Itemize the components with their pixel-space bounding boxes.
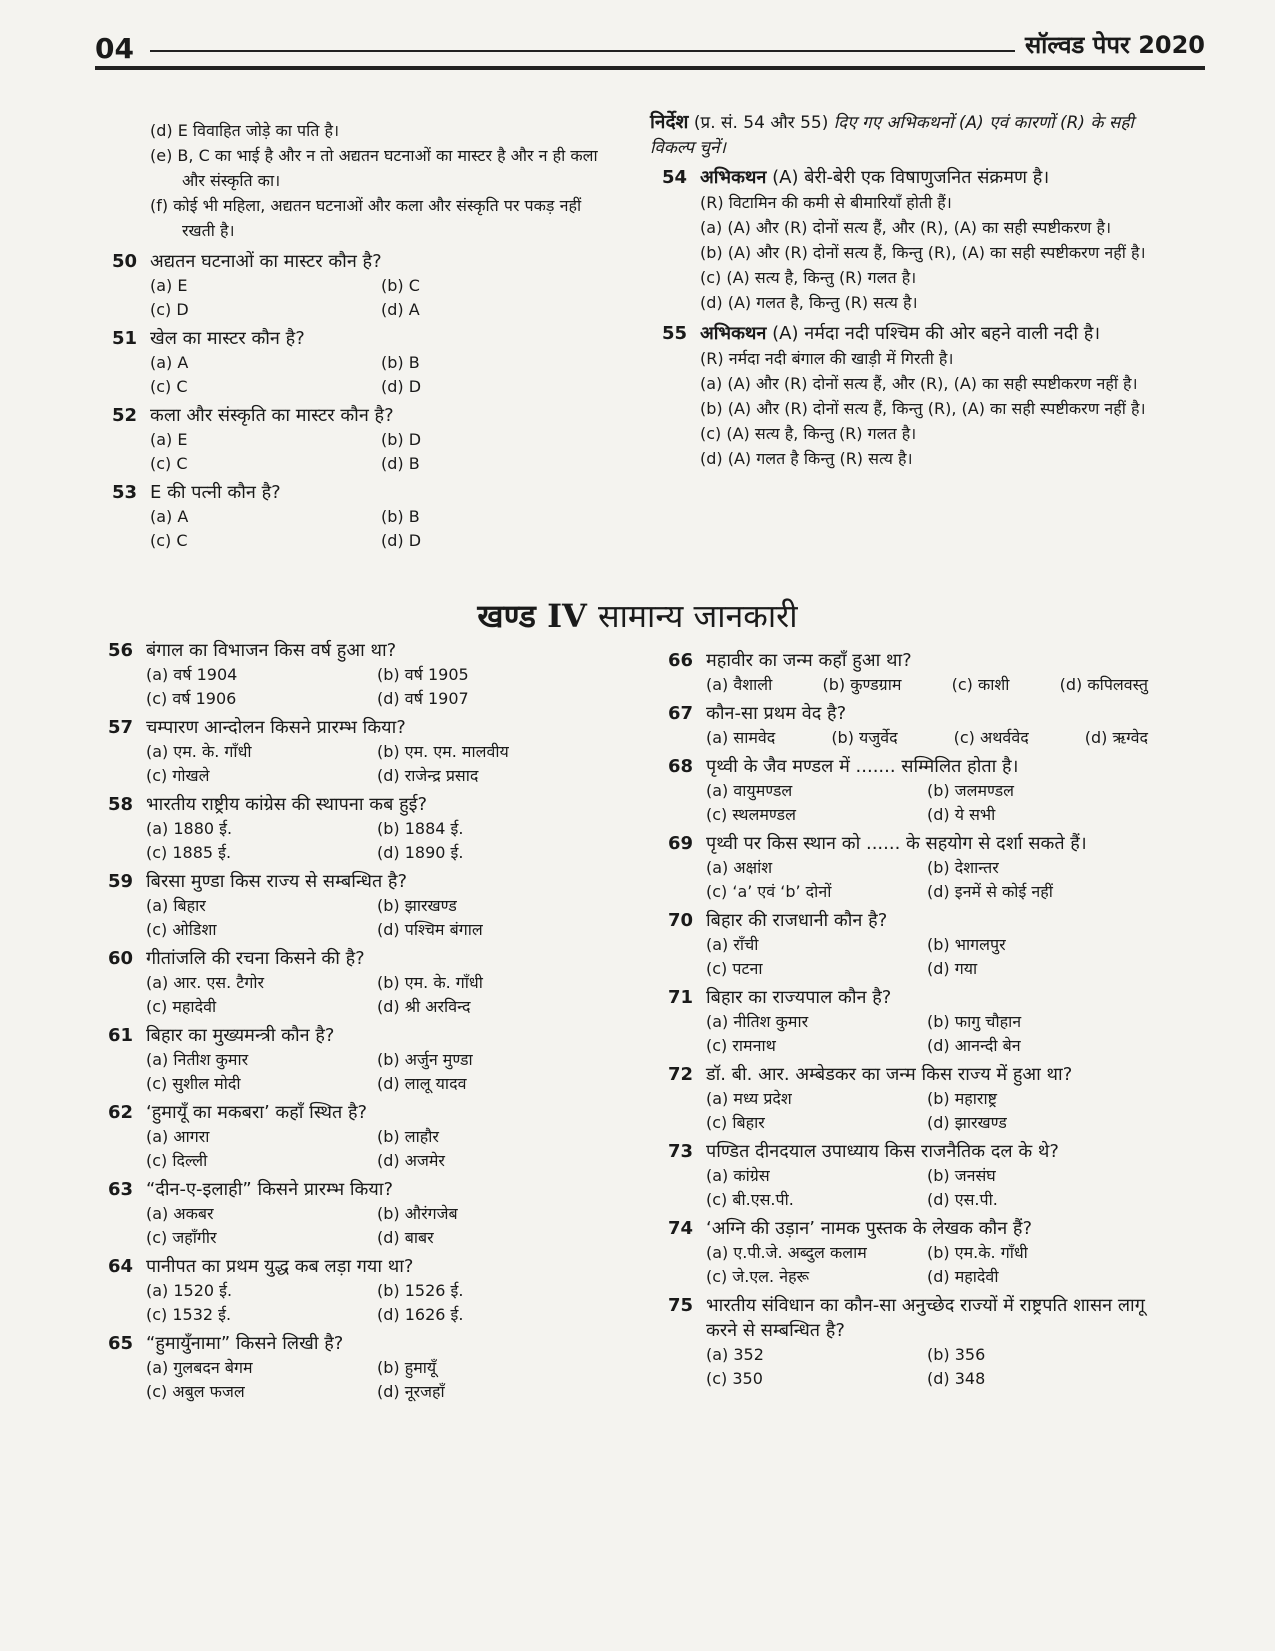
option-b: (b) झारखण्ड xyxy=(377,896,457,915)
option-b: (b) लाहौर xyxy=(377,1127,439,1146)
question-53 xyxy=(112,480,612,553)
question-number: 56 xyxy=(108,640,134,661)
option-a: (a) वर्ष 1904 xyxy=(146,665,238,684)
question-number: 75 xyxy=(668,1295,694,1316)
question-head xyxy=(108,1023,608,1048)
options-grid xyxy=(146,663,608,711)
option-c: (c) C xyxy=(150,377,188,396)
option-a: (a) वायुमण्डल xyxy=(706,781,793,800)
option-d: (d) कपिलवस्तु xyxy=(1059,675,1148,694)
option-c: (c) जे.एल. नेहरू xyxy=(706,1267,810,1286)
option-a: (a) राँची xyxy=(706,935,759,954)
option-b: (b) B xyxy=(381,507,420,526)
question-text: “दीन-ए-इलाही” किसने प्रारम्भ किया? xyxy=(146,1179,393,1200)
question-number: 69 xyxy=(668,833,694,854)
options-grid xyxy=(146,894,608,942)
question-text: पृथ्वी पर किस स्थान को ...... के सहयोग से दर्शा सकते हैं। xyxy=(706,833,1087,854)
option-a: (a) ए.पी.जे. अब्दुल कलाम xyxy=(706,1243,867,1262)
option-d: (d) B xyxy=(381,454,420,473)
options-grid xyxy=(150,274,612,322)
statement-d: (d) E विवाहित जोड़े का पति है। xyxy=(150,121,340,140)
question-head xyxy=(108,715,608,740)
option-b: (b) C xyxy=(381,276,420,295)
question-text: ‘हुमायूँ का मकबरा’ कहाँ स्थित है? xyxy=(146,1102,368,1123)
question-68 xyxy=(668,754,1148,827)
question-text: बिहार का मुख्यमन्त्री कौन है? xyxy=(146,1025,335,1046)
option-b: (b) अर्जुन मुण्डा xyxy=(377,1050,473,1069)
question-71 xyxy=(668,985,1148,1058)
option-d: (d) D xyxy=(381,377,422,396)
right-top-column xyxy=(650,110,1150,477)
question-text: बिहार की राजधानी कौन है? xyxy=(706,910,888,931)
assertion-label: अभिकथन xyxy=(700,167,767,188)
option-d: (d) झारखण्ड xyxy=(927,1113,1007,1132)
option-b: (b) कुण्डग्राम xyxy=(822,675,902,694)
assertion-text: (A) बेरी-बेरी एक विषाणुजनित संक्रमण है। xyxy=(772,167,1050,188)
question-number: 58 xyxy=(108,794,134,815)
option-c: (c) C xyxy=(150,531,188,550)
question-head xyxy=(668,908,1148,933)
option-d: (d) 1626 ई. xyxy=(377,1305,464,1324)
question-65 xyxy=(108,1331,608,1404)
question-number: 65 xyxy=(108,1333,134,1354)
option-a: (a) आर. एस. टैगोर xyxy=(146,973,265,992)
question-head xyxy=(112,249,612,274)
question-head xyxy=(668,754,1148,779)
options-grid xyxy=(706,1087,1148,1135)
option-c: (c) रामनाथ xyxy=(706,1036,776,1055)
option-c: (c) वर्ष 1906 xyxy=(146,689,237,708)
option-b: (b) भागलपुर xyxy=(927,935,1006,954)
question-head xyxy=(108,946,608,971)
option-d: (d) पश्चिम बंगाल xyxy=(377,920,483,939)
question-text xyxy=(700,165,1150,190)
option-d: (d) वर्ष 1907 xyxy=(377,689,469,708)
question-head xyxy=(668,1062,1148,1087)
question-54 xyxy=(662,165,1150,315)
option-d: (d) अजमेर xyxy=(377,1151,445,1170)
question-head xyxy=(112,403,612,428)
directive-text: दिए गए अभिकथनों (A) एवं कारणों (R) के सही विकल्प चुनें। xyxy=(650,113,1134,158)
option-a: (a) अक्षांश xyxy=(706,858,773,877)
option-d: (d) (A) गलत है किन्तु (R) सत्य है। xyxy=(700,449,913,468)
question-70 xyxy=(668,908,1148,981)
directive xyxy=(650,110,1150,161)
question-head xyxy=(108,1331,608,1356)
options-grid xyxy=(146,1048,608,1096)
question-number: 59 xyxy=(108,871,134,892)
options-grid xyxy=(706,1241,1148,1289)
question-text: पृथ्वी के जैव मण्डल में ....... सम्मिलित होता है। xyxy=(706,756,1019,777)
options-list xyxy=(700,215,1150,315)
left-top-column xyxy=(112,118,612,557)
option-d: (d) 1890 ई. xyxy=(377,843,464,862)
option-b: (b) D xyxy=(381,430,422,449)
question-number: 66 xyxy=(668,650,694,671)
question-number: 57 xyxy=(108,717,134,738)
option-b: (b) 1884 ई. xyxy=(377,819,464,838)
option-a: (a) नीतिश कुमार xyxy=(706,1012,809,1031)
question-text: गीतांजलि की रचना किसने की है? xyxy=(146,948,365,969)
question-head xyxy=(108,869,608,894)
section-name: सामान्य जानकारी xyxy=(598,597,798,635)
question-52 xyxy=(112,403,612,476)
option-c: (c) D xyxy=(150,300,189,319)
question-text: ‘अग्नि की उड़ान’ नामक पुस्तक के लेखक कौन हैं? xyxy=(706,1218,1033,1239)
question-text: बिरसा मुण्डा किस राज्य से सम्बन्धित है? xyxy=(146,871,408,892)
header-rule xyxy=(150,50,1015,52)
header-title: सॉल्वड पेपर 2020 xyxy=(1024,31,1205,59)
option-a: (a) 352 xyxy=(706,1345,764,1364)
options-grid xyxy=(706,1164,1148,1212)
options-grid xyxy=(146,971,608,1019)
options-list xyxy=(700,371,1150,471)
section-title xyxy=(0,594,1275,637)
option-d: (d) लालू यादव xyxy=(377,1074,467,1093)
question-text: डॉ. बी. आर. अम्बेडकर का जन्म किस राज्य में हुआ था? xyxy=(706,1064,1073,1085)
options-grid xyxy=(146,1356,608,1404)
option-a: (a) सामवेद xyxy=(706,728,776,747)
option-d: (d) आनन्दी बेन xyxy=(927,1036,1021,1055)
option-c: (c) दिल्ली xyxy=(146,1151,208,1170)
question-head xyxy=(108,1100,608,1125)
question-57 xyxy=(108,715,608,788)
question-text: भारतीय राष्ट्रीय कांग्रेस की स्थापना कब हुई? xyxy=(146,794,428,815)
question-text: “हुमायुँनामा” किसने लिखी है? xyxy=(146,1333,344,1354)
option-a: (a) E xyxy=(150,276,188,295)
question-66 xyxy=(668,648,1148,697)
question-head xyxy=(108,1177,608,1202)
question-number: 50 xyxy=(112,251,138,272)
question-head xyxy=(668,831,1148,856)
question-head xyxy=(112,480,612,505)
question-73 xyxy=(668,1139,1148,1212)
question-50 xyxy=(112,249,612,322)
option-a: (a) गुलबदन बेगम xyxy=(146,1358,253,1377)
statement-f: (f) कोई भी महिला, अद्यतन घटनाओं और कला और संस्कृति पर पकड़ नहीं रखती है। xyxy=(150,196,582,240)
question-text: पानीपत का प्रथम युद्ध कब लड़ा गया था? xyxy=(146,1256,414,1277)
question-text xyxy=(700,321,1150,346)
option-b: (b) एम. एम. मालवीय xyxy=(377,742,509,761)
question-head xyxy=(668,1216,1148,1241)
question-text: खेल का मास्टर कौन है? xyxy=(150,328,305,349)
question-number: 51 xyxy=(112,328,138,349)
options-grid xyxy=(150,505,612,553)
option-b: (b) औरंगजेब xyxy=(377,1204,458,1223)
option-b: (b) महाराष्ट्र xyxy=(927,1089,997,1108)
option-b: (b) फागु चौहान xyxy=(927,1012,1022,1031)
section-prefix: खण्ड xyxy=(477,597,536,635)
question-number: 67 xyxy=(668,703,694,724)
question-number: 71 xyxy=(668,987,694,1008)
options-grid xyxy=(706,1010,1148,1058)
question-number: 64 xyxy=(108,1256,134,1277)
page-header xyxy=(95,28,1205,68)
question-text: E की पत्नी कौन है? xyxy=(150,482,281,503)
page-number: 04 xyxy=(95,32,134,65)
option-a: (a) (A) और (R) दोनों सत्य हैं, और (R), (A) का सही स्पष्टीकरण है। xyxy=(700,218,1112,237)
question-head xyxy=(108,1254,608,1279)
question-head xyxy=(668,648,1148,673)
question-55 xyxy=(662,321,1150,471)
question-number: 68 xyxy=(668,756,694,777)
option-a: (a) अकबर xyxy=(146,1204,214,1223)
option-d: (d) 348 xyxy=(927,1369,986,1388)
question-75 xyxy=(668,1293,1148,1391)
options-grid xyxy=(146,1125,608,1173)
options-grid xyxy=(146,817,608,865)
assertion-text: (A) नर्मदा नदी पश्चिम की ओर बहने वाली नदी है। xyxy=(772,323,1101,344)
option-a: (a) एम. के. गाँधी xyxy=(146,742,252,761)
question-63 xyxy=(108,1177,608,1250)
option-c: (c) 1532 ई. xyxy=(146,1305,232,1324)
option-d: (d) A xyxy=(381,300,420,319)
option-c: (c) अबुल फजल xyxy=(146,1382,245,1401)
question-head xyxy=(668,1293,1148,1343)
option-d: (d) बाबर xyxy=(377,1228,434,1247)
option-d: (d) (A) गलत है, किन्तु (R) सत्य है। xyxy=(700,293,918,312)
question-head xyxy=(112,326,612,351)
question-64 xyxy=(108,1254,608,1327)
options-grid xyxy=(706,1343,1148,1391)
option-a: (a) कांग्रेस xyxy=(706,1166,770,1185)
option-b: (b) देशान्तर xyxy=(927,858,999,877)
option-c: (c) C xyxy=(150,454,188,473)
option-d: (d) गया xyxy=(927,959,978,978)
options-grid xyxy=(706,856,1148,904)
question-head xyxy=(668,1139,1148,1164)
question-text: अद्यतन घटनाओं का मास्टर कौन है? xyxy=(150,251,382,272)
option-c: (c) ‘a’ एवं ‘b’ दोनों xyxy=(706,882,832,901)
question-text: बिहार का राज्यपाल कौन है? xyxy=(706,987,892,1008)
options-grid xyxy=(146,740,608,788)
option-a: (a) 1880 ई. xyxy=(146,819,233,838)
option-c: (c) (A) सत्य है, किन्तु (R) गलत है। xyxy=(700,268,917,287)
option-d: (d) D xyxy=(381,531,422,550)
option-d: (d) महादेवी xyxy=(927,1267,999,1286)
question-number: 61 xyxy=(108,1025,134,1046)
question-head xyxy=(668,701,1148,726)
question-text: भारतीय संविधान का कौन-सा अनुच्छेद राज्यों में राष्ट्रपति शासन लागू करने से सम्बन्धित है? xyxy=(706,1295,1145,1341)
question-67 xyxy=(668,701,1148,750)
question-head xyxy=(668,985,1148,1010)
option-c: (c) 350 xyxy=(706,1369,763,1388)
option-b: (b) एम. के. गाँधी xyxy=(377,973,483,992)
options-grid xyxy=(706,779,1148,827)
option-d: (d) नूरजहाँ xyxy=(377,1382,445,1401)
option-b: (b) जलमण्डल xyxy=(927,781,1015,800)
question-69 xyxy=(668,831,1148,904)
options-grid xyxy=(146,1202,608,1250)
question-60 xyxy=(108,946,608,1019)
option-b: (b) एम.के. गाँधी xyxy=(927,1243,1028,1262)
options-grid xyxy=(706,726,1148,750)
option-a: (a) बिहार xyxy=(146,896,206,915)
option-d: (d) श्री अरविन्द xyxy=(377,997,471,1016)
question-number: 73 xyxy=(668,1141,694,1162)
question-number: 70 xyxy=(668,910,694,931)
option-c: (c) सुशील मोदी xyxy=(146,1074,241,1093)
option-a: (a) मध्य प्रदेश xyxy=(706,1089,792,1108)
option-a: (a) आगरा xyxy=(146,1127,210,1146)
question-text: चम्पारण आन्दोलन किसने प्रारम्भ किया? xyxy=(146,717,406,738)
option-b: (b) 1526 ई. xyxy=(377,1281,464,1300)
directive-ref: (प्र. सं. 54 और 55) xyxy=(693,113,829,133)
option-d: (d) इनमें से कोई नहीं xyxy=(927,882,1053,901)
question-text: कौन-सा प्रथम वेद है? xyxy=(706,703,847,724)
question-number: 52 xyxy=(112,405,138,426)
question-61 xyxy=(108,1023,608,1096)
option-a: (a) 1520 ई. xyxy=(146,1281,233,1300)
option-c: (c) अथर्ववेद xyxy=(953,728,1029,747)
option-b: (b) B xyxy=(381,353,420,372)
question-number: 60 xyxy=(108,948,134,969)
option-a: (a) A xyxy=(150,353,189,372)
option-c: (c) महादेवी xyxy=(146,997,217,1016)
statement-e: (e) B, C का भाई है और न तो अद्यतन घटनाओं का मास्टर है और न ही कला और संस्कृति का। xyxy=(150,146,598,190)
question-59 xyxy=(108,869,608,942)
question-number: 53 xyxy=(112,482,138,503)
question-text: पण्डित दीनदयाल उपाध्याय किस राजनैतिक दल के थे? xyxy=(706,1141,1059,1162)
directive-label: निर्देश xyxy=(650,111,689,133)
option-d: (d) ऋग्वेद xyxy=(1084,728,1148,747)
question-text: बंगाल का विभाजन किस वर्ष हुआ था? xyxy=(146,640,397,661)
question-74 xyxy=(668,1216,1148,1289)
continuation-statements xyxy=(150,118,612,243)
question-number: 72 xyxy=(668,1064,694,1085)
assertion-label: अभिकथन xyxy=(700,323,767,344)
option-a: (a) (A) और (R) दोनों सत्य हैं, और (R), (A) का सही स्पष्टीकरण नहीं है। xyxy=(700,374,1138,393)
question-51 xyxy=(112,326,612,399)
question-text: कला और संस्कृति का मास्टर कौन है? xyxy=(150,405,394,426)
section-roman: IV xyxy=(547,597,587,635)
option-c: (c) काशी xyxy=(951,675,1010,694)
option-d: (d) राजेन्द्र प्रसाद xyxy=(377,766,479,785)
option-c: (c) गोखले xyxy=(146,766,210,785)
question-58 xyxy=(108,792,608,865)
option-b: (b) हुमायूँ xyxy=(377,1358,437,1377)
option-c: (c) पटना xyxy=(706,959,763,978)
option-b: (b) (A) और (R) दोनों सत्य हैं, किन्तु (R), (A) का सही स्पष्टीकरण नहीं है। xyxy=(700,399,1146,418)
question-56 xyxy=(108,638,608,711)
option-c: (c) बिहार xyxy=(706,1113,765,1132)
question-number: 54 xyxy=(662,167,688,188)
option-c: (c) (A) सत्य है, किन्तु (R) गलत है। xyxy=(700,424,917,443)
option-a: (a) E xyxy=(150,430,188,449)
options-grid xyxy=(150,428,612,476)
right-bottom-column xyxy=(668,648,1148,1395)
option-c: (c) बी.एस.पी. xyxy=(706,1190,794,1209)
question-head xyxy=(662,321,1150,346)
question-number: 62 xyxy=(108,1102,134,1123)
option-c: (c) स्थलमण्डल xyxy=(706,805,796,824)
option-d: (d) एस.पी. xyxy=(927,1190,998,1209)
question-62 xyxy=(108,1100,608,1173)
question-number: 55 xyxy=(662,323,688,344)
option-b: (b) (A) और (R) दोनों सत्य हैं, किन्तु (R), (A) का सही स्पष्टीकरण नहीं है। xyxy=(700,243,1146,262)
options-grid xyxy=(150,351,612,399)
option-a: (a) नितीश कुमार xyxy=(146,1050,249,1069)
reason-text: (R) नर्मदा नदी बंगाल की खाड़ी में गिरती है। xyxy=(700,349,954,368)
option-c: (c) ओडिशा xyxy=(146,920,217,939)
header-divider xyxy=(95,66,1205,70)
question-number: 63 xyxy=(108,1179,134,1200)
question-number: 74 xyxy=(668,1218,694,1239)
option-a: (a) A xyxy=(150,507,189,526)
question-head xyxy=(662,165,1150,190)
question-72 xyxy=(668,1062,1148,1135)
option-c: (c) जहाँगीर xyxy=(146,1228,217,1247)
option-b: (b) यजुर्वेद xyxy=(831,728,898,747)
option-b: (b) 356 xyxy=(927,1345,986,1364)
option-b: (b) जनसंघ xyxy=(927,1166,996,1185)
question-head xyxy=(108,638,608,663)
option-c: (c) 1885 ई. xyxy=(146,843,232,862)
left-bottom-column xyxy=(108,638,608,1408)
option-a: (a) वैशाली xyxy=(706,675,773,694)
option-b: (b) वर्ष 1905 xyxy=(377,665,469,684)
options-grid xyxy=(706,933,1148,981)
options-grid xyxy=(706,673,1148,697)
reason-text: (R) विटामिन की कमी से बीमारियाँ होती हैं। xyxy=(700,193,952,212)
option-d: (d) ये सभी xyxy=(927,805,996,824)
question-text: महावीर का जन्म कहाँ हुआ था? xyxy=(706,650,912,671)
options-grid xyxy=(146,1279,608,1327)
question-head xyxy=(108,792,608,817)
